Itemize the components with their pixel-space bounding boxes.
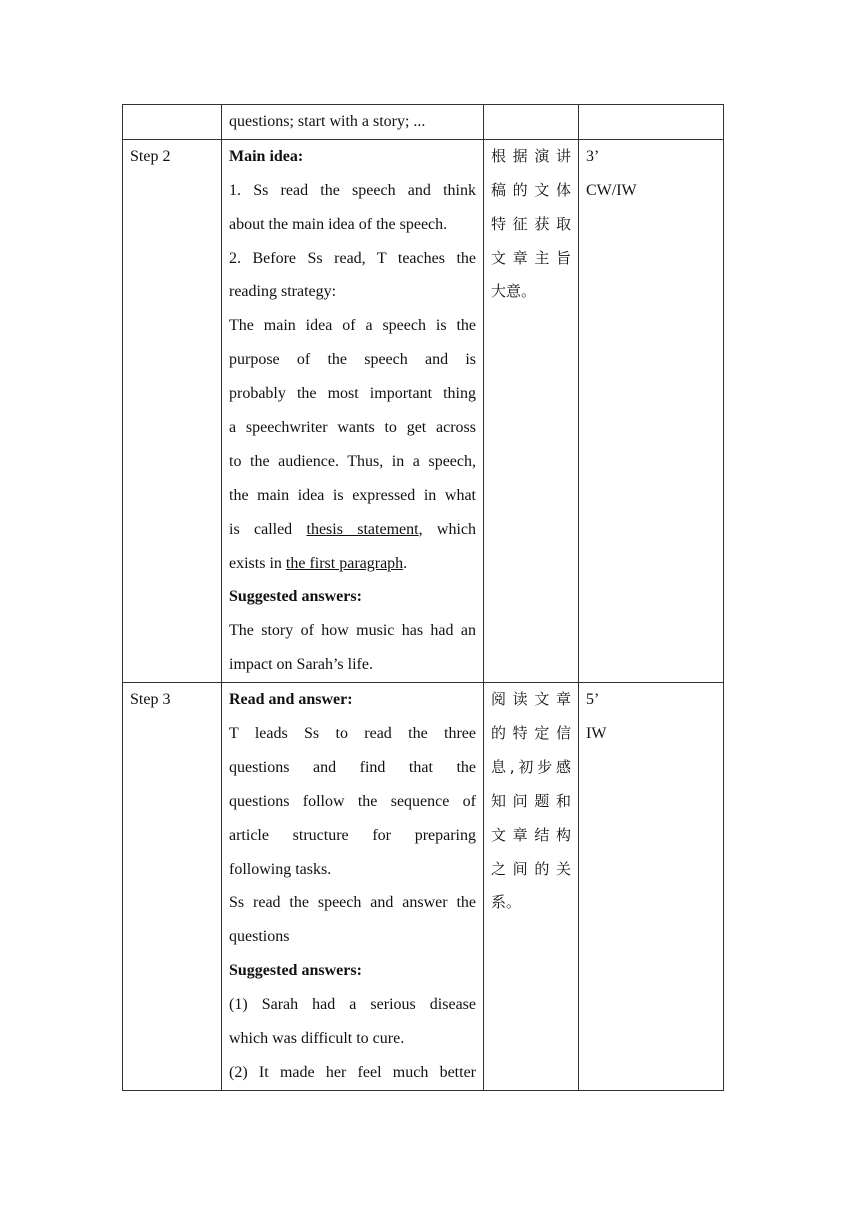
- time-mode-cell: [579, 105, 724, 140]
- content-line: article structure for preparing: [229, 826, 476, 844]
- mode-label: CW/IW: [586, 181, 637, 199]
- content-line: The main idea of a speech is the: [229, 317, 476, 335]
- lesson-plan-table: [122, 104, 724, 1091]
- section-heading: Read and answer:: [229, 691, 353, 709]
- content-line: the main idea is expressed in what: [229, 486, 476, 504]
- content-line: about the main idea of the speech.: [229, 215, 448, 233]
- content-line: (1) Sarah had a serious disease: [229, 996, 476, 1014]
- content-line: 2. Before Ss read, T teaches the: [229, 249, 476, 267]
- content-line: T leads Ss to read the three: [229, 725, 476, 743]
- underlined-term: thesis statement: [306, 520, 419, 538]
- purpose-line: 知问题和: [491, 791, 571, 810]
- section-heading: Suggested answers:: [229, 588, 362, 606]
- mode-label: IW: [586, 725, 607, 743]
- content-line: following tasks.: [229, 860, 332, 878]
- time-mode-cell: [579, 683, 724, 1091]
- content-cell: [222, 683, 484, 1091]
- time-label: 5’: [586, 691, 600, 709]
- text-fragment: exists in: [229, 554, 286, 572]
- step-label: Step 2: [130, 147, 171, 165]
- purpose-line: 阅读文章: [491, 690, 571, 709]
- purpose-line: 息,初步感: [491, 757, 571, 776]
- time-label: 3’: [586, 147, 600, 165]
- step-cell: [123, 683, 222, 1091]
- purpose-line: 稿的文体: [491, 180, 571, 199]
- text-fragment: , which: [418, 520, 476, 538]
- content-line: which was difficult to cure.: [229, 1030, 405, 1048]
- purpose-line: 大意。: [491, 282, 537, 301]
- purpose-line: 的特定信: [491, 724, 571, 743]
- section-heading: Main idea:: [229, 147, 304, 165]
- content-line: (2) It made her feel much better: [229, 1063, 476, 1081]
- content-line: Ss read the speech and answer the: [229, 894, 476, 912]
- purpose-line: 特征获取: [491, 214, 571, 233]
- content-line: impact on Sarah’s life.: [229, 656, 373, 674]
- content-line-mixed: [229, 547, 476, 581]
- content-line: probably the most important thing: [229, 385, 476, 403]
- content-line: questions follow the sequence of: [229, 792, 476, 810]
- time-mode-cell: [579, 139, 724, 682]
- purpose-line: 之间的关: [491, 859, 571, 878]
- step-label: Step 3: [130, 691, 171, 709]
- content-line: a speechwriter wants to get across: [229, 419, 476, 437]
- text-fragment: is called: [229, 520, 307, 538]
- content-line: The story of how music has had an: [229, 622, 476, 640]
- content-line: questions: [229, 928, 290, 946]
- content-cell: [222, 105, 484, 140]
- purpose-line: 文章结构: [491, 825, 571, 844]
- time-label: [586, 105, 716, 139]
- content-line-mixed: [229, 513, 476, 547]
- content-cell: [222, 139, 484, 682]
- content-line: questions; start with a story; ...: [229, 113, 426, 130]
- table-row: [123, 683, 724, 1091]
- text-fragment: .: [403, 554, 408, 572]
- step-label: [130, 105, 214, 139]
- step-cell: [123, 105, 222, 140]
- purpose-line: 文章主旨: [491, 248, 571, 267]
- content-line: purpose of the speech and is: [229, 351, 476, 369]
- content-line: to the audience. Thus, in a speech,: [229, 452, 476, 470]
- content-line: 1. Ss read the speech and think: [229, 181, 476, 199]
- purpose-line: 根据演讲: [491, 146, 571, 165]
- step-cell: [123, 139, 222, 682]
- purpose-cell: [484, 105, 579, 140]
- purpose-cell: [484, 139, 579, 682]
- content-line: questions and find that the: [229, 758, 476, 776]
- purpose-line: 系。: [491, 893, 522, 912]
- content-line: reading strategy:: [229, 283, 337, 301]
- section-heading: Suggested answers:: [229, 962, 362, 980]
- purpose-cell: [484, 683, 579, 1091]
- underlined-term: the first paragraph: [285, 554, 404, 572]
- table-row: [123, 139, 724, 682]
- table-row: [123, 105, 724, 140]
